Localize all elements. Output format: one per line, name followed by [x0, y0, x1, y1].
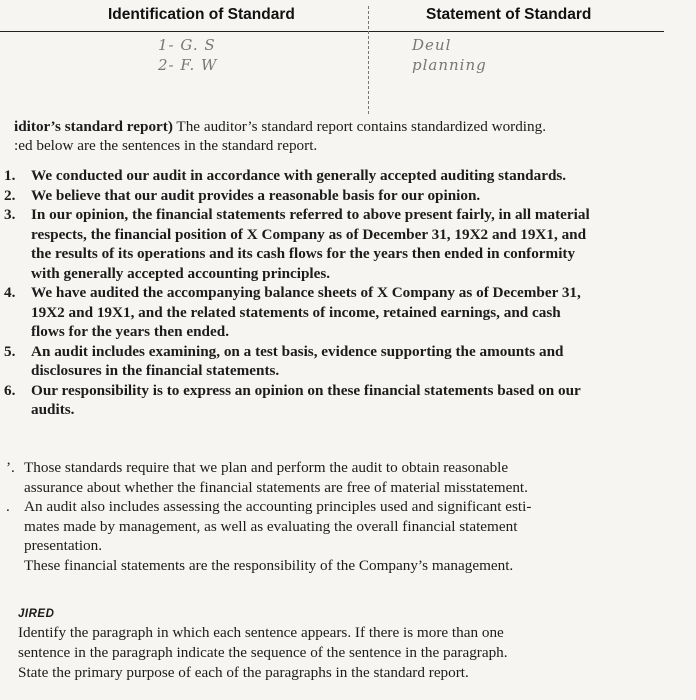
item-line: with generally accepted accounting principles.: [31, 264, 331, 282]
handwritten-note-col1-line1: 1- G. S: [158, 36, 216, 54]
item-marker: ’.: [6, 459, 15, 476]
handwritten-note-col2-line2: planning: [412, 56, 487, 74]
header-identification-of-standard: Identification of Standard: [108, 6, 295, 23]
item-line: assurance about whether the financial statements are free of material misstatement.: [24, 478, 528, 496]
handwritten-note-col1-line2: 2- F. W: [158, 56, 218, 74]
header-statement-of-standard: Statement of Standard: [426, 6, 592, 23]
intro-line-2: :ed below are the sentences in the standard report.: [14, 137, 318, 154]
item-line: 19X2 and 19X1, and the related statements of income, retained earnings, and cash: [31, 303, 561, 321]
item-line: We conducted our audit in accordance with generally accepted auditing standards.: [31, 167, 567, 184]
item-marker: .: [6, 498, 10, 515]
item-line: presentation.: [24, 537, 103, 554]
item-marker: 1.: [4, 167, 16, 184]
item-line: We believe that our audit provides a reasonable basis for our opinion.: [31, 186, 481, 204]
required-label: JIRED: [18, 608, 55, 620]
item-marker: 4.: [4, 284, 16, 301]
item-line: These financial statements are the responsibility of the Company’s management.: [24, 556, 514, 574]
item-line: mates made by management, as well as evaluating the overall financial statement: [24, 517, 518, 535]
item-line: audits.: [31, 401, 75, 418]
handwritten-note-col2-line1: Deul: [412, 36, 452, 54]
required-line: Identify the paragraph in which each sentence appears. If there is more than one: [18, 624, 504, 641]
column-divider: [368, 6, 369, 114]
intro-line-1: [14, 117, 546, 136]
item-line: Those standards require that we plan and perform the audit to obtain reasonable: [24, 459, 509, 476]
item-marker: 2.: [4, 186, 16, 204]
item-line: Our responsibility is to express an opinion on these financial statements based on our: [31, 381, 581, 399]
required-line: sentence in the paragraph indicate the sequence of the sentence in the paragraph.: [18, 644, 508, 661]
item-line: We have audited the accompanying balance sheets of X Company as of December 31,: [31, 284, 581, 301]
item-marker: 6.: [4, 381, 16, 399]
item-line: the results of its operations and its cash flows for the years then ended in conformity: [31, 245, 576, 262]
item-marker: 3.: [4, 206, 16, 223]
intro-sentence: The auditor’s standard report contains standardized wording.: [176, 118, 547, 135]
item-line: In our opinion, the financial statements referred to above present fairly, in all material: [31, 206, 590, 223]
item-line: flows for the years then ended.: [31, 323, 229, 340]
item-line: disclosures in the financial statements.: [31, 362, 280, 379]
required-line: State the primary purpose of each of the paragraphs in the standard report.: [18, 664, 469, 681]
header-rule: [0, 31, 664, 32]
item-line: respects, the financial position of X Company as of December 31, 19X2 and 19X1, and: [31, 225, 587, 243]
item-marker: 5.: [4, 342, 16, 360]
item-line: An audit includes examining, on a test basis, evidence supporting the amounts and: [31, 342, 564, 360]
item-line: An audit also includes assessing the accounting principles used and significant esti-: [24, 498, 532, 515]
intro-heading: iditor’s standard report): [14, 118, 173, 135]
